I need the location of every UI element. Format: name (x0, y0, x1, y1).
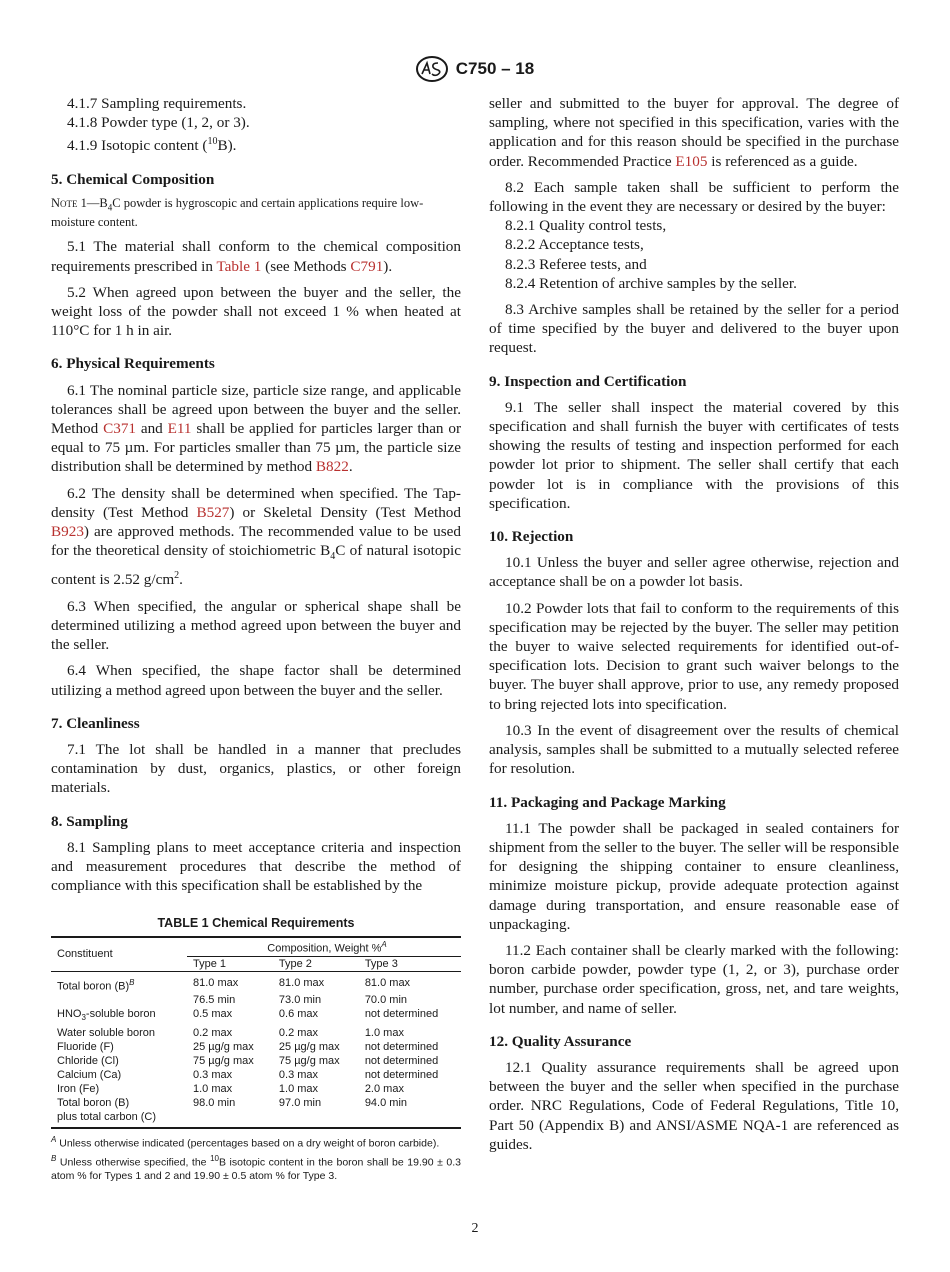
table-row: Calcium (Ca) 0.3 max 0.3 max not determined (57, 1068, 439, 1081)
paragraph: 6.4 When specified, the shape factor shall be determined utilizing a method agreed upon between the buyer and the seller. (51, 662, 461, 699)
paragraph: 9.1 The seller shall inspect the material covered by this specification and shall furnish the buyer with certificates of tests showing the results of testing and inspection performed for each powder lot prior to shipment. The seller shall certify that each powder lot is in compliance with the provisions of this specification. (489, 398, 899, 512)
paragraph: 6.3 When specified, the angular or spherical shape shall be determined utilizing a method agreed upon between the buyer and the seller. (51, 597, 461, 654)
table-row: plus total carbon (C) (51, 1110, 461, 1128)
table-row: Total boron (B) 98.0 min 97.0 min 94.0 min (57, 1096, 408, 1109)
paragraph: 8.1 Sampling plans to meet acceptance criteria and inspection and measurement procedures that describe the method of compliance with this specification shall be established by the (51, 838, 461, 895)
table-row: Chloride (Cl) 75 µg/g max 75 µg/g max not determined (57, 1054, 439, 1067)
reference-link[interactable]: B527 (196, 503, 230, 521)
table-row: Total boron $(B)^B$ 81.0 max 81.0 max 81.0 max (57, 976, 411, 993)
right-column (489, 94, 899, 1161)
paragraph: 7.1 The lot shall be handled in a manner that precludes contamination by dust, organics, plastics, or other foreign materials. (51, 740, 461, 797)
table-link[interactable]: Table 1 (216, 257, 262, 275)
paragraph: 10.3 In the event of disagreement over the results of chemical analysis, samples shall be submitted to a mutually selected referee for resolution. (489, 721, 899, 778)
paragraph: 8.3 Archive samples shall be retained by the seller for a period of time specified by the buyer and delivered to the buyer upon request. (489, 301, 899, 357)
paragraph: 10.1 Unless the buyer and seller agree otherwise, rejection and acceptance shall be on a powder lot basis. (489, 554, 899, 591)
table-title: TABLE 1 Chemical Requirements (157, 916, 355, 930)
section-heading: 7. Cleanliness (51, 714, 140, 732)
section-heading: 8. Sampling (51, 812, 128, 830)
paragraph: 8.2 Each sample taken shall be sufficient to perform the following in the event they are necessary or desired by the buyer: (489, 178, 899, 216)
table-row: Fluoride (F) 25 µg/g max 25 µg/g max not determined (57, 1040, 439, 1053)
table-row: 76.5 min 73.0 min 70.0 min (193, 994, 408, 1007)
reference-link[interactable]: C791 (350, 257, 384, 275)
column-header-composition: Composition, Weight %$^A$ (187, 937, 461, 956)
table-row: Water soluble boron 0.2 max 0.2 max 1.0 max (57, 1026, 404, 1039)
paragraph: 11.1 The powder shall be packaged in sealed containers for shipment from the seller to the buyer. The seller will be responsible for designing the shipping container to ensure cleanliness, minimize moisture pickup, provide adequate protection against damage during transportation, and ensure reasonable ease of unpackaging. (489, 819, 899, 933)
section-heading: 9. Inspection and Certification (489, 372, 687, 390)
note: Note $1—B_4C$ powder is hygroscopic and certain applications require low-moisture content. (51, 195, 424, 230)
paragraph: seller and submitted to the buyer for approval. The degree of sampling, where not specified in this specification, varies with the application and for this reason should be specified in the purchase order. Recommended Practice E105 is referenced as a guide. (489, 95, 899, 170)
column-header-type: Type 1 (187, 956, 273, 971)
paragraph: 6.1 The nominal particle size, particle size range, and applicable tolerances shall be agreed upon between the buyer and the seller. Method C371 and E11 shall be applied for particles larger than or equal to 75 µm. For particles smaller than 75 µm, the particle size distribution shall be determined by method B822. (51, 381, 462, 476)
table-footnote-a: $^A$ Unless otherwise indicated (percentages based on a dry weight of boron carbide). (51, 1134, 440, 1149)
list-item: 8.2.1 Quality control tests, (505, 217, 667, 235)
astm-logo-icon (416, 56, 448, 82)
table-1 (51, 916, 461, 1183)
paragraph: 10.2 Powder lots that fail to conform to the requirements of this specification may be rejected by the buyer. The seller may petition the buyer to waive selected requirements for identified out-of-specification lots. Decision to grant such waiver belongs to the buyer. The buyer shall approve, prior to use, any remedy proposed to bring rejected lots into specification. (489, 599, 899, 713)
list-item: 4.1.9 Isotopic content ($^{10}$B). (67, 136, 237, 155)
section-heading: 5. Chemical Composition (51, 170, 215, 188)
left-column (51, 94, 461, 902)
section-heading: 12. Quality Assurance (489, 1032, 632, 1050)
paragraph: 12.1 Quality assurance requirements shall be agreed upon between the buyer and the seller when specified in the purchase order. NRC Regulations, Code of Federal Regulations, Title 10, Part 50 (Appendix B) and ANSI/ASME NQA-1 are referenced as guides. (489, 1058, 899, 1153)
column-header-type: Type 2 (273, 956, 359, 971)
reference-link[interactable]: C371 (103, 420, 137, 437)
list-item: 8.2.4 Retention of archive samples by the seller. (505, 274, 797, 292)
reference-link[interactable]: B822 (315, 458, 349, 476)
column-header-type: Type 3 (359, 956, 461, 971)
section-heading: 11. Packaging and Package Marking (489, 793, 726, 811)
page-number: 2 (471, 1221, 479, 1236)
paragraph: 5.2 When agreed upon between the buyer and the seller, the weight loss of the powder shall not exceed 1 % when heated at 110°C for 1 h in air. (51, 283, 461, 340)
paragraph: 11.2 Each container shall be clearly marked with the following: boron carbide powder, powder type (1, 2, or 3), purchase order number, purchase order specification, gross, net, and tare weights, lot number, and name of seller. (489, 941, 899, 1017)
list-item: 8.2.2 Acceptance tests, (505, 236, 644, 254)
list-item: 4.1.7 Sampling requirements. (67, 95, 247, 112)
reference-link[interactable]: E11 (167, 420, 192, 437)
table-footnote-b: $^B$ Unless otherwise specified, the $^{10}$B isotopic content in the boron shall be 19.90 ± 0.3 atom % for Types 1 and 2 and 19.90 ± 0.5 atom % for Type 3. (51, 1154, 461, 1182)
list-item: 4.1.8 Powder type (1, 2, or 3). (67, 114, 250, 132)
chemical-requirements-table (51, 936, 461, 1129)
list-item: 8.2.3 Referee tests, and (505, 255, 647, 273)
table-row: $HNO_3$-soluble boron 0.5 max 0.6 max not determined (57, 1008, 439, 1023)
page-header (0, 56, 950, 82)
paragraph: 6.2 The density shall be determined when specified. The Tap-density (Test Method B527) or Skeletal Density (Test Method B923) are approved methods. The recommended value to be used for the theoretical density of stoichiometric $B_4C$ of natural isotopic content is 2.52 $g/cm^2$. (51, 484, 461, 589)
paragraph: 5.1 The material shall conform to the chemical composition requirements prescribed in Table 1 (see Methods C791). (51, 238, 461, 275)
column-header-constituent: Constituent (51, 937, 187, 971)
section-heading: 10. Rejection (489, 528, 574, 546)
table-row: Iron (Fe) 1.0 max 1.0 max 2.0 max (57, 1082, 404, 1095)
standard-designation: C750 – 18 (455, 59, 535, 78)
reference-link[interactable]: E105 (675, 152, 708, 170)
reference-link[interactable]: B923 (51, 523, 84, 541)
section-heading: 6. Physical Requirements (51, 355, 215, 373)
